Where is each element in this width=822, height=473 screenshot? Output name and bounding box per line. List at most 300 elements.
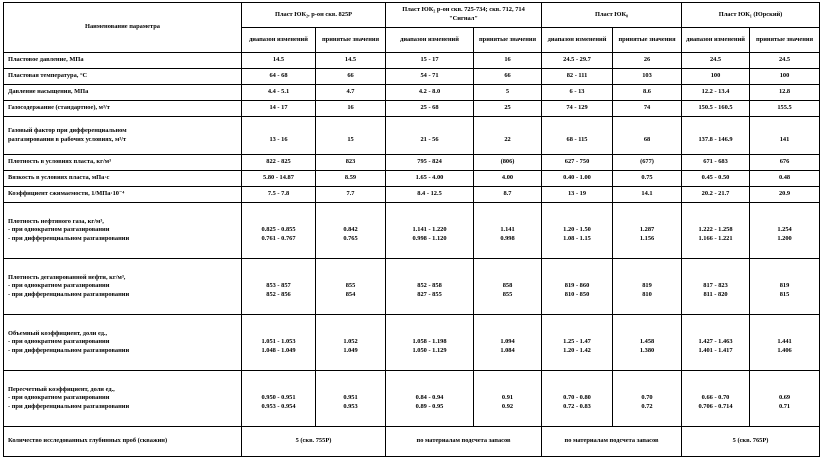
cell-value: 74 xyxy=(643,104,651,112)
cell-value: 141 xyxy=(779,135,790,143)
cell-value: 0.75 xyxy=(641,174,653,182)
cell-value: 0.89 - 0.95 xyxy=(415,402,444,410)
cell-value: 137.8 - 146.9 xyxy=(698,135,733,143)
accepted-cell xyxy=(613,259,682,315)
cell-value: 1.401 - 1.417 xyxy=(698,346,733,354)
cell-value: 66 xyxy=(347,72,354,80)
range-cell xyxy=(386,187,474,203)
range-cell xyxy=(542,53,613,69)
accepted-cell xyxy=(613,371,682,427)
param-label xyxy=(4,187,242,203)
param-label-line: Плотность дегазированной нефти, кг/м³, xyxy=(8,273,126,281)
table-row xyxy=(4,187,820,203)
cell-value: 0.765 xyxy=(343,234,358,242)
param-label-line: Плотность в условиях пласта, кг/м³ xyxy=(8,158,112,166)
cell-value xyxy=(544,127,610,136)
cell-value: 855 xyxy=(345,282,356,290)
cell-value: 4.2 - 8.0 xyxy=(418,88,441,96)
cell-value xyxy=(684,127,747,136)
accepted-cell xyxy=(750,259,820,315)
cell-value: 817 - 823 xyxy=(703,282,728,290)
param-label-line: - при однократном разгазировании xyxy=(8,226,110,234)
cell-value: 1.058 - 1.198 xyxy=(412,338,447,346)
cell-value: 0.45 - 0.50 xyxy=(701,174,730,182)
cell-value: 7.5 - 7.8 xyxy=(267,190,290,198)
range-cell xyxy=(542,315,613,371)
cell-value: 0.953 - 0.954 xyxy=(261,402,296,410)
cell-value xyxy=(544,386,610,395)
cell-value xyxy=(388,386,471,395)
accepted-cell xyxy=(750,371,820,427)
cell-value: 82 - 111 xyxy=(566,72,588,80)
param-label xyxy=(4,371,242,427)
range-cell xyxy=(386,171,474,187)
cell-value: 0.84 - 0.94 xyxy=(415,394,444,402)
cell-value xyxy=(318,218,383,227)
cell-value: 1.166 - 1.221 xyxy=(698,234,733,242)
cell-value: 0.71 xyxy=(778,402,791,410)
accepted-cell xyxy=(316,85,386,101)
cell-value xyxy=(544,218,610,227)
cell-value: 155.5 xyxy=(777,104,792,112)
cell-value: 66 xyxy=(504,72,511,80)
range-cell xyxy=(542,69,613,85)
range-cell xyxy=(542,259,613,315)
cell-value: 671 - 683 xyxy=(703,158,728,166)
cell-value: 0.66 - 0.70 xyxy=(701,394,730,402)
cell-value: 14.5 xyxy=(272,56,285,64)
subheader-range: диапазон изменений xyxy=(242,28,316,53)
cell-value: 54 - 71 xyxy=(420,72,439,80)
range-cell xyxy=(386,53,474,69)
accepted-cell xyxy=(750,53,820,69)
cell-value: 24.5 - 29.7 xyxy=(563,56,591,64)
cell-value: 0.998 xyxy=(500,234,515,242)
range-cell xyxy=(386,203,474,259)
table-row xyxy=(4,315,820,371)
cell-value: 1.20 - 1.42 xyxy=(563,346,591,354)
cell-value: 0.706 - 0.714 xyxy=(698,402,733,410)
cell-value: 4.7 xyxy=(346,88,355,96)
cell-value xyxy=(615,274,679,283)
range-cell xyxy=(242,85,316,101)
cell-value: 823 xyxy=(345,158,356,166)
cell-value xyxy=(388,274,471,283)
param-label-line: Объемный коэффициент, доли ед., xyxy=(8,329,108,337)
accepted-cell xyxy=(474,315,542,371)
cell-value xyxy=(752,218,817,227)
range-cell xyxy=(542,155,613,171)
param-label xyxy=(4,101,242,117)
accepted-cell xyxy=(474,69,542,85)
cell-value: 12.8 xyxy=(778,88,791,96)
subheader-range: диапазон изменений xyxy=(386,28,474,53)
accepted-cell xyxy=(474,53,542,69)
cell-value: 0.91 xyxy=(501,394,514,402)
table-row xyxy=(4,85,820,101)
range-cell xyxy=(242,259,316,315)
cell-value: 16 xyxy=(347,104,354,112)
table-row xyxy=(4,101,820,117)
cell-value xyxy=(318,386,383,395)
cell-value: 14.5 xyxy=(344,56,357,64)
range-cell xyxy=(242,155,316,171)
cell-value xyxy=(318,127,383,136)
param-label-line: разгазировании в рабочих условиях, м³/т xyxy=(8,135,127,143)
range-cell xyxy=(542,187,613,203)
cell-value xyxy=(476,218,539,227)
cell-value: 0.72 - 0.83 xyxy=(563,402,591,410)
param-label xyxy=(4,171,242,187)
param-label-line: - при дифференциальном разгазировании xyxy=(8,402,130,410)
cell-value: 810 xyxy=(642,290,652,298)
table-row xyxy=(4,69,820,85)
range-cell xyxy=(682,259,750,315)
cell-value xyxy=(318,330,383,339)
cell-value: 0.48 xyxy=(778,174,791,182)
range-cell xyxy=(242,69,316,85)
cell-value: 7.7 xyxy=(346,190,355,198)
cell-value: 16 xyxy=(504,56,511,64)
cell-value: 1.094 xyxy=(500,338,515,346)
cell-value: 0.761 - 0.767 xyxy=(261,234,296,242)
accepted-cell xyxy=(613,315,682,371)
cell-value: 0.825 - 0.855 xyxy=(261,226,296,234)
cell-value xyxy=(615,386,679,395)
range-cell xyxy=(542,203,613,259)
range-cell xyxy=(542,85,613,101)
range-cell xyxy=(682,203,750,259)
cell-value xyxy=(615,218,679,227)
range-cell xyxy=(682,187,750,203)
cell-value: 1.051 - 1.053 xyxy=(261,338,296,346)
cell-value xyxy=(318,274,383,283)
cell-value: 100 xyxy=(710,72,721,80)
cell-value: 150.5 - 160.5 xyxy=(698,104,733,112)
cell-value xyxy=(684,274,747,283)
accepted-cell xyxy=(474,371,542,427)
param-label xyxy=(4,69,242,85)
cell-value: 676 xyxy=(779,158,790,166)
cell-value xyxy=(544,274,610,283)
cell-value: (677) xyxy=(640,158,654,166)
range-cell xyxy=(242,187,316,203)
cell-value: 1.200 xyxy=(777,234,792,242)
cell-value: 1.084 xyxy=(500,346,515,354)
accepted-cell xyxy=(316,69,386,85)
cell-value xyxy=(476,274,539,283)
cell-value: 819 xyxy=(642,282,652,290)
cell-value: 852 - 858 xyxy=(417,282,442,290)
range-cell xyxy=(386,85,474,101)
cell-value xyxy=(684,386,747,395)
accepted-cell xyxy=(750,203,820,259)
cell-value: 0.998 - 1.120 xyxy=(412,234,447,242)
cell-value: 8.7 xyxy=(503,190,512,198)
cell-value: 13 - 16 xyxy=(269,135,288,143)
accepted-cell xyxy=(474,85,542,101)
cell-value: 0.40 - 1.00 xyxy=(563,174,591,182)
accepted-cell xyxy=(750,187,820,203)
cell-value xyxy=(544,330,610,339)
table-row xyxy=(4,117,820,155)
cell-value: 0.70 - 0.80 xyxy=(563,394,591,402)
cell-value: 0.72 xyxy=(641,402,653,410)
cell-value: 1.048 - 1.049 xyxy=(261,346,296,354)
param-label xyxy=(4,259,242,315)
accepted-cell xyxy=(474,155,542,171)
cell-value xyxy=(752,127,817,136)
subheader-accepted: принятые значения xyxy=(750,28,820,53)
subheader-accepted: принятые значения xyxy=(613,28,682,53)
cell-value xyxy=(476,330,539,339)
cell-value: 0.951 xyxy=(343,394,358,402)
accepted-cell xyxy=(474,101,542,117)
accepted-cell xyxy=(474,187,542,203)
table-row xyxy=(4,155,820,171)
accepted-cell xyxy=(316,315,386,371)
group-header-4: Пласт ЮК₁ (Юрский) xyxy=(682,3,820,28)
cell-value: 822 - 825 xyxy=(266,158,291,166)
accepted-cell xyxy=(316,155,386,171)
cell-value xyxy=(615,127,679,136)
accepted-cell xyxy=(613,69,682,85)
cell-value xyxy=(244,386,313,395)
cell-value: 20.2 - 21.7 xyxy=(701,190,730,198)
cell-value: 1.141 xyxy=(500,226,515,234)
cell-value: 22 xyxy=(504,135,511,143)
accepted-cell xyxy=(750,315,820,371)
cell-value xyxy=(244,274,313,283)
cell-value: 1.65 - 4.00 xyxy=(415,174,444,182)
cell-value: 8.4 - 12.5 xyxy=(417,190,442,198)
cell-value: 14.1 xyxy=(641,190,653,198)
cell-value xyxy=(388,330,471,339)
range-cell xyxy=(542,117,613,155)
range-cell xyxy=(682,171,750,187)
subheader-range: диапазон изменений xyxy=(542,28,613,53)
param-label-line: - при однократном разгазировании xyxy=(8,282,110,290)
range-cell xyxy=(242,171,316,187)
cell-value xyxy=(752,274,817,283)
accepted-cell xyxy=(613,155,682,171)
param-label-line: - при дифференциальном разгазировании xyxy=(8,234,130,242)
cell-value: 1.25 - 1.47 xyxy=(563,338,591,346)
accepted-cell xyxy=(613,171,682,187)
cell-value xyxy=(388,218,471,227)
accepted-cell xyxy=(750,171,820,187)
cell-value: 26 xyxy=(643,56,651,64)
accepted-cell xyxy=(750,155,820,171)
cell-value xyxy=(244,127,313,136)
table-row xyxy=(4,259,820,315)
accepted-cell xyxy=(474,203,542,259)
subheader-accepted: принятые значения xyxy=(316,28,386,53)
param-label-line: Газовый фактор при дифференциальном xyxy=(8,126,127,134)
accepted-cell xyxy=(316,259,386,315)
cell-value: 15 xyxy=(347,135,354,143)
cell-value: 0.92 xyxy=(501,402,514,410)
cell-value: 68 - 115 xyxy=(566,135,588,143)
cell-value xyxy=(244,218,313,227)
range-cell xyxy=(542,101,613,117)
cell-value xyxy=(615,330,679,339)
range-cell xyxy=(682,371,750,427)
param-label-line: Пластовая температура, °С xyxy=(8,72,88,80)
cell-value: 1.441 xyxy=(777,338,792,346)
param-label-line: - при дифференциальном разгазировании xyxy=(8,290,130,298)
accepted-cell xyxy=(613,117,682,155)
cell-value: 24.5 xyxy=(778,56,791,64)
cell-value: 819 - 860 xyxy=(564,282,590,290)
param-label-line: Пластовое давление, МПа xyxy=(8,56,84,64)
cell-value: 853 - 857 xyxy=(266,282,291,290)
cell-value: 4.4 - 5.1 xyxy=(267,88,290,96)
cell-value: 854 xyxy=(345,290,356,298)
range-cell xyxy=(542,371,613,427)
range-cell xyxy=(386,69,474,85)
accepted-cell xyxy=(316,101,386,117)
cell-value xyxy=(684,330,747,339)
accepted-cell xyxy=(613,53,682,69)
range-cell xyxy=(682,117,750,155)
cell-value xyxy=(388,127,471,136)
samples-value-1: 5 (скв. 755Р) xyxy=(242,427,386,457)
samples-value-2: по материалам подсчета запасов xyxy=(386,427,542,457)
cell-value: 103 xyxy=(642,72,652,80)
cell-value: 1.427 - 1.463 xyxy=(698,338,733,346)
range-cell xyxy=(682,53,750,69)
cell-value: 1.052 xyxy=(343,338,358,346)
subheader-range: диапазон изменений xyxy=(682,28,750,53)
cell-value xyxy=(476,127,539,136)
param-label-line: Коэффициент сжимаемости, 1/МПа·10⁻⁴ xyxy=(8,190,125,198)
cell-value: 1.406 xyxy=(777,346,792,354)
cell-value xyxy=(244,330,313,339)
cell-value: 855 xyxy=(502,290,513,298)
cell-value: 811 - 820 xyxy=(703,290,728,298)
param-label xyxy=(4,203,242,259)
cell-value xyxy=(752,386,817,395)
cell-value: 5.80 - 14.87 xyxy=(263,174,294,182)
cell-value: 1.141 - 1.220 xyxy=(412,226,447,234)
cell-value: 13 - 19 xyxy=(567,190,587,198)
cell-value: 20.9 xyxy=(778,190,791,198)
cell-value: 827 - 855 xyxy=(417,290,442,298)
accepted-cell xyxy=(316,187,386,203)
cell-value: 8.59 xyxy=(344,174,357,182)
samples-value-4: 5 (скв. 765Р) xyxy=(682,427,820,457)
table-row xyxy=(4,53,820,69)
cell-value: 852 - 856 xyxy=(266,290,291,298)
range-cell xyxy=(682,101,750,117)
samples-label: Количество исследованных глубинных проб (скважин) xyxy=(4,427,242,457)
cell-value xyxy=(476,386,539,395)
accepted-cell xyxy=(316,203,386,259)
range-cell xyxy=(386,259,474,315)
table-row xyxy=(4,203,820,259)
range-cell xyxy=(242,53,316,69)
accepted-cell xyxy=(750,117,820,155)
range-cell xyxy=(242,101,316,117)
cell-value: 1.254 xyxy=(777,226,792,234)
samples-value-3: по материалам подсчета запасов xyxy=(542,427,682,457)
cell-value: (806) xyxy=(500,158,515,166)
range-cell xyxy=(386,117,474,155)
accepted-cell xyxy=(316,53,386,69)
table-body xyxy=(4,53,820,427)
range-cell xyxy=(682,315,750,371)
cell-value: 810 - 850 xyxy=(564,290,590,298)
param-label-line: Плотность нефтяного газа, кг/м³, xyxy=(8,217,104,225)
accepted-cell xyxy=(474,117,542,155)
cell-value: 25 xyxy=(504,104,511,112)
param-label-line: Газосодержание (стандартное), м³/т xyxy=(8,104,110,112)
param-label-line: Вязкость в условиях пласта, мПа·с xyxy=(8,174,110,182)
cell-value: 1.08 - 1.15 xyxy=(563,234,591,242)
cell-value: 64 - 68 xyxy=(269,72,288,80)
cell-value: 8.6 xyxy=(643,88,652,96)
range-cell xyxy=(242,371,316,427)
param-label xyxy=(4,155,242,171)
cell-value: 15 - 17 xyxy=(420,56,439,64)
range-cell xyxy=(386,315,474,371)
range-cell xyxy=(242,203,316,259)
cell-value: 1.049 xyxy=(343,346,358,354)
fluid-properties-table xyxy=(3,2,820,457)
param-label-line: - при однократном разгазировании xyxy=(8,394,110,402)
accepted-cell xyxy=(613,85,682,101)
range-cell xyxy=(386,101,474,117)
accepted-cell xyxy=(474,259,542,315)
cell-value xyxy=(684,218,747,227)
cell-value: 1.156 xyxy=(639,234,655,242)
group-header-2: Пласт ЮК₂ р-он скв. 725-734; скв. 712, 714 "Сигнал" xyxy=(386,3,542,28)
accepted-cell xyxy=(750,101,820,117)
cell-value: 1.222 - 1.258 xyxy=(698,226,733,234)
cell-value: 1.287 xyxy=(639,226,655,234)
param-label-line: Пересчетный коэффициент, доли ед., xyxy=(8,385,115,393)
table-row xyxy=(4,371,820,427)
cell-value: 4.00 xyxy=(501,174,514,182)
accepted-cell xyxy=(613,187,682,203)
range-cell xyxy=(682,85,750,101)
cell-value: 0.842 xyxy=(343,226,358,234)
cell-value: 0.950 - 0.951 xyxy=(261,394,296,402)
cell-value: 100 xyxy=(779,72,790,80)
accepted-cell xyxy=(316,171,386,187)
range-cell xyxy=(386,371,474,427)
cell-value: 68 xyxy=(643,135,651,143)
cell-value: 5 xyxy=(505,88,510,96)
param-label xyxy=(4,53,242,69)
cell-value: 74 - 129 xyxy=(566,104,588,112)
cell-value: 819 xyxy=(779,282,790,290)
param-label-line: Давление насыщения, МПа xyxy=(8,88,89,96)
group-header-1: Пласт ЮК₂, р-он скв. 825Р xyxy=(242,3,386,28)
range-cell xyxy=(682,69,750,85)
range-cell xyxy=(682,155,750,171)
cell-value: 21 - 56 xyxy=(420,135,439,143)
cell-value: 25 - 68 xyxy=(420,104,439,112)
cell-value: 627 - 750 xyxy=(564,158,590,166)
range-cell xyxy=(242,117,316,155)
range-cell xyxy=(542,171,613,187)
range-cell xyxy=(242,315,316,371)
cell-value: 1.050 - 1.129 xyxy=(412,346,447,354)
cell-value: 0.953 xyxy=(343,402,358,410)
param-label xyxy=(4,315,242,371)
